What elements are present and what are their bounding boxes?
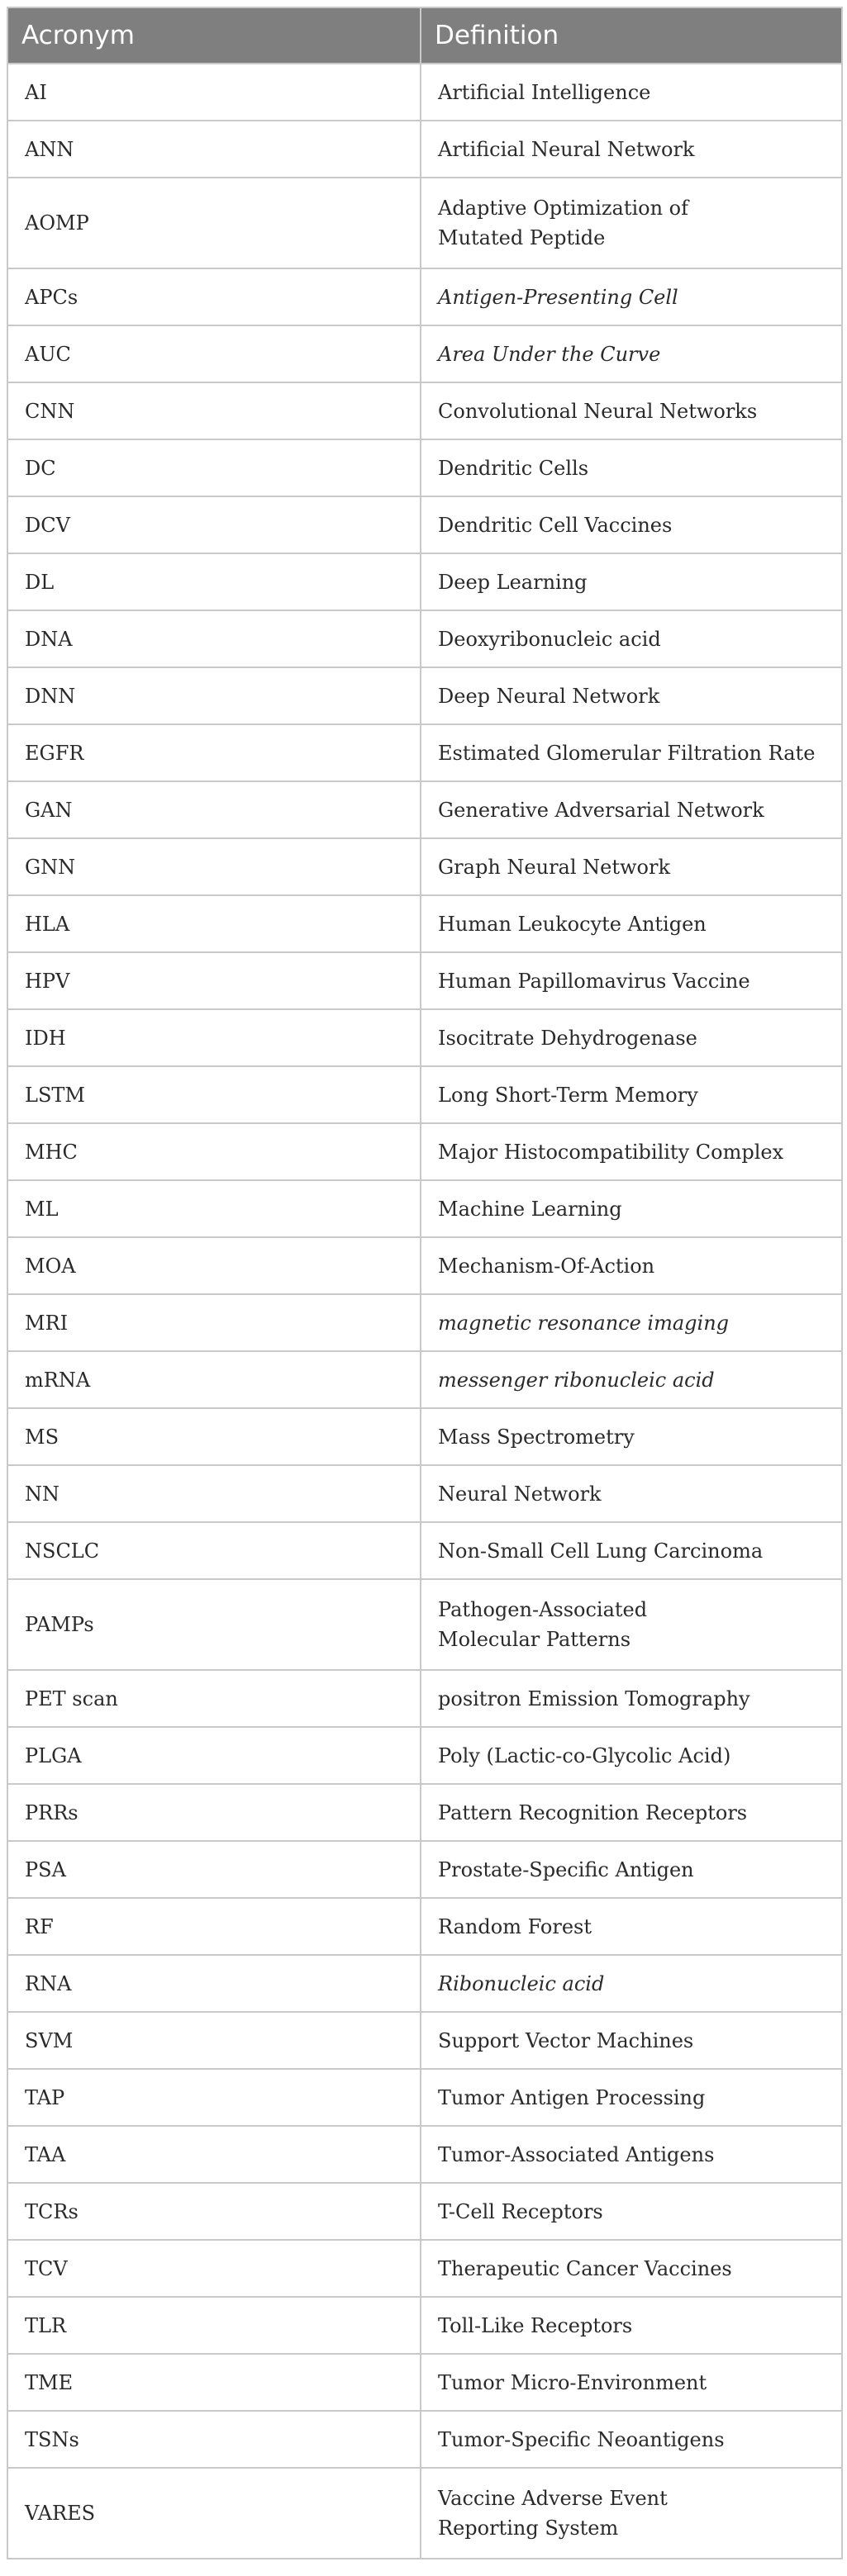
- table-header: [7, 7, 842, 64]
- definition-cell: Machine Learning: [421, 1180, 842, 1237]
- acronym-cell: TAP: [7, 2069, 421, 2126]
- acronym-cell: DNA: [7, 610, 421, 667]
- table-row: [7, 1955, 842, 2012]
- definition-cell: T-Cell Receptors: [421, 2183, 842, 2240]
- table-row: [7, 838, 842, 895]
- acronym-cell: TLR: [7, 2297, 421, 2354]
- table-body: [7, 64, 842, 2559]
- acronym-cell: GAN: [7, 781, 421, 838]
- table-row: [7, 1465, 842, 1522]
- acronym-cell: RNA: [7, 1955, 421, 2012]
- table-row: [7, 439, 842, 496]
- definition-cell: Tumor Antigen Processing: [421, 2069, 842, 2126]
- definition-cell: Ribonucleic acid: [421, 1955, 842, 2012]
- definition-cell: Deep Neural Network: [421, 667, 842, 724]
- definition-cell: Therapeutic Cancer Vaccines: [421, 2240, 842, 2297]
- definition-line: Pathogen-Associated: [438, 1598, 648, 1621]
- definition-line: Adaptive Optimization of: [438, 197, 689, 220]
- header-acronym: Acronym: [7, 7, 421, 64]
- acronym-cell: EGFR: [7, 724, 421, 781]
- table-row: [7, 1898, 842, 1955]
- table-row: [7, 1522, 842, 1579]
- acronym-cell: HLA: [7, 895, 421, 952]
- table-row: [7, 1670, 842, 1727]
- definition-cell: Tumor-Specific Neoantigens: [421, 2411, 842, 2468]
- acronym-cell: PSA: [7, 1841, 421, 1898]
- definition-cell: Dendritic Cells: [421, 439, 842, 496]
- acronym-cell: AUC: [7, 325, 421, 382]
- definition-cell: [421, 178, 842, 268]
- acronym-cell: NSCLC: [7, 1522, 421, 1579]
- acronym-cell: SVM: [7, 2012, 421, 2069]
- definition-cell: Tumor Micro-Environment: [421, 2354, 842, 2411]
- table-row: [7, 178, 842, 268]
- acronym-cell: MRI: [7, 1294, 421, 1351]
- acronym-cell: DL: [7, 553, 421, 610]
- table-row: [7, 2069, 842, 2126]
- definition-cell: Support Vector Machines: [421, 2012, 842, 2069]
- definition-cell: Mechanism-Of-Action: [421, 1237, 842, 1294]
- acronym-table-container: [7, 7, 841, 2559]
- acronym-cell: NN: [7, 1465, 421, 1522]
- table-row: [7, 121, 842, 178]
- definition-cell: Deep Learning: [421, 553, 842, 610]
- acronym-cell: PET scan: [7, 1670, 421, 1727]
- definition-cell: Estimated Glomerular Filtration Rate: [421, 724, 842, 781]
- definition-cell: Artificial Intelligence: [421, 64, 842, 121]
- acronym-cell: MOA: [7, 1237, 421, 1294]
- definition-cell: Major Histocompatibility Complex: [421, 1123, 842, 1180]
- acronym-cell: APCs: [7, 268, 421, 325]
- table-row: [7, 382, 842, 439]
- table-row: [7, 2411, 842, 2468]
- definition-cell: Neural Network: [421, 1465, 842, 1522]
- table-row: [7, 2297, 842, 2354]
- table-row: [7, 2126, 842, 2183]
- acronym-cell: CNN: [7, 382, 421, 439]
- table-row: [7, 1841, 842, 1898]
- definition-cell: [421, 2468, 842, 2559]
- acronym-cell: TAA: [7, 2126, 421, 2183]
- acronym-cell: PLGA: [7, 1727, 421, 1784]
- acronym-cell: TSNs: [7, 2411, 421, 2468]
- definition-cell: Isocitrate Dehydrogenase: [421, 1009, 842, 1066]
- definition-cell: Dendritic Cell Vaccines: [421, 496, 842, 553]
- header-definition: Definition: [421, 7, 842, 64]
- table-row: [7, 724, 842, 781]
- table-row: [7, 2468, 842, 2559]
- acronym-cell: MHC: [7, 1123, 421, 1180]
- table-row: [7, 2012, 842, 2069]
- definition-cell: Artificial Neural Network: [421, 121, 842, 178]
- acronym-cell: TCRs: [7, 2183, 421, 2240]
- acronym-cell: RF: [7, 1898, 421, 1955]
- definition-cell: Tumor-Associated Antigens: [421, 2126, 842, 2183]
- header-row: [7, 7, 842, 64]
- definition-cell: Human Leukocyte Antigen: [421, 895, 842, 952]
- acronym-cell: DNN: [7, 667, 421, 724]
- table-row: [7, 2240, 842, 2297]
- acronym-cell: GNN: [7, 838, 421, 895]
- definition-cell: messenger ribonucleic acid: [421, 1351, 842, 1408]
- table-row: [7, 1294, 842, 1351]
- table-row: [7, 1727, 842, 1784]
- acronym-cell: AI: [7, 64, 421, 121]
- definition-cell: Toll-Like Receptors: [421, 2297, 842, 2354]
- table-row: [7, 268, 842, 325]
- table-row: [7, 553, 842, 610]
- acronym-cell: IDH: [7, 1009, 421, 1066]
- definition-cell: Antigen-Presenting Cell: [421, 268, 842, 325]
- acronym-cell: AOMP: [7, 178, 421, 268]
- table-row: [7, 1123, 842, 1180]
- table-row: [7, 2183, 842, 2240]
- definition-cell: Random Forest: [421, 1898, 842, 1955]
- acronym-cell: VARES: [7, 2468, 421, 2559]
- table-row: [7, 667, 842, 724]
- table-row: [7, 2354, 842, 2411]
- table-row: [7, 64, 842, 121]
- definition-line: Molecular Patterns: [438, 1628, 631, 1651]
- table-row: [7, 1579, 842, 1670]
- acronym-cell: LSTM: [7, 1066, 421, 1123]
- acronym-table: [7, 7, 843, 2559]
- acronym-cell: mRNA: [7, 1351, 421, 1408]
- definition-cell: Convolutional Neural Networks: [421, 382, 842, 439]
- definition-cell: Non-Small Cell Lung Carcinoma: [421, 1522, 842, 1579]
- table-row: [7, 1237, 842, 1294]
- definition-cell: Generative Adversarial Network: [421, 781, 842, 838]
- definition-cell: Pattern Recognition Receptors: [421, 1784, 842, 1841]
- definition-line: Vaccine Adverse Event: [438, 2487, 668, 2510]
- acronym-cell: TME: [7, 2354, 421, 2411]
- table-row: [7, 1408, 842, 1465]
- definition-cell: positron Emission Tomography: [421, 1670, 842, 1727]
- table-row: [7, 952, 842, 1009]
- definition-cell: Area Under the Curve: [421, 325, 842, 382]
- table-row: [7, 496, 842, 553]
- table-row: [7, 325, 842, 382]
- definition-cell: Mass Spectrometry: [421, 1408, 842, 1465]
- acronym-cell: MS: [7, 1408, 421, 1465]
- table-row: [7, 1066, 842, 1123]
- acronym-cell: ANN: [7, 121, 421, 178]
- definition-cell: magnetic resonance imaging: [421, 1294, 842, 1351]
- definition-cell: Poly (Lactic-co-Glycolic Acid): [421, 1727, 842, 1784]
- table-row: [7, 1351, 842, 1408]
- acronym-cell: PRRs: [7, 1784, 421, 1841]
- table-row: [7, 895, 842, 952]
- table-row: [7, 1009, 842, 1066]
- table-row: [7, 610, 842, 667]
- definition-cell: Deoxyribonucleic acid: [421, 610, 842, 667]
- table-row: [7, 1784, 842, 1841]
- table-row: [7, 1180, 842, 1237]
- acronym-cell: PAMPs: [7, 1579, 421, 1670]
- acronym-cell: DC: [7, 439, 421, 496]
- acronym-cell: TCV: [7, 2240, 421, 2297]
- table-row: [7, 781, 842, 838]
- acronym-cell: DCV: [7, 496, 421, 553]
- definition-line: Mutated Peptide: [438, 226, 606, 249]
- acronym-cell: ML: [7, 1180, 421, 1237]
- definition-cell: Long Short-Term Memory: [421, 1066, 842, 1123]
- acronym-cell: HPV: [7, 952, 421, 1009]
- definition-cell: Graph Neural Network: [421, 838, 842, 895]
- definition-line: Reporting System: [438, 2517, 619, 2540]
- definition-cell: Prostate-Specific Antigen: [421, 1841, 842, 1898]
- definition-cell: Human Papillomavirus Vaccine: [421, 952, 842, 1009]
- definition-cell: [421, 1579, 842, 1670]
